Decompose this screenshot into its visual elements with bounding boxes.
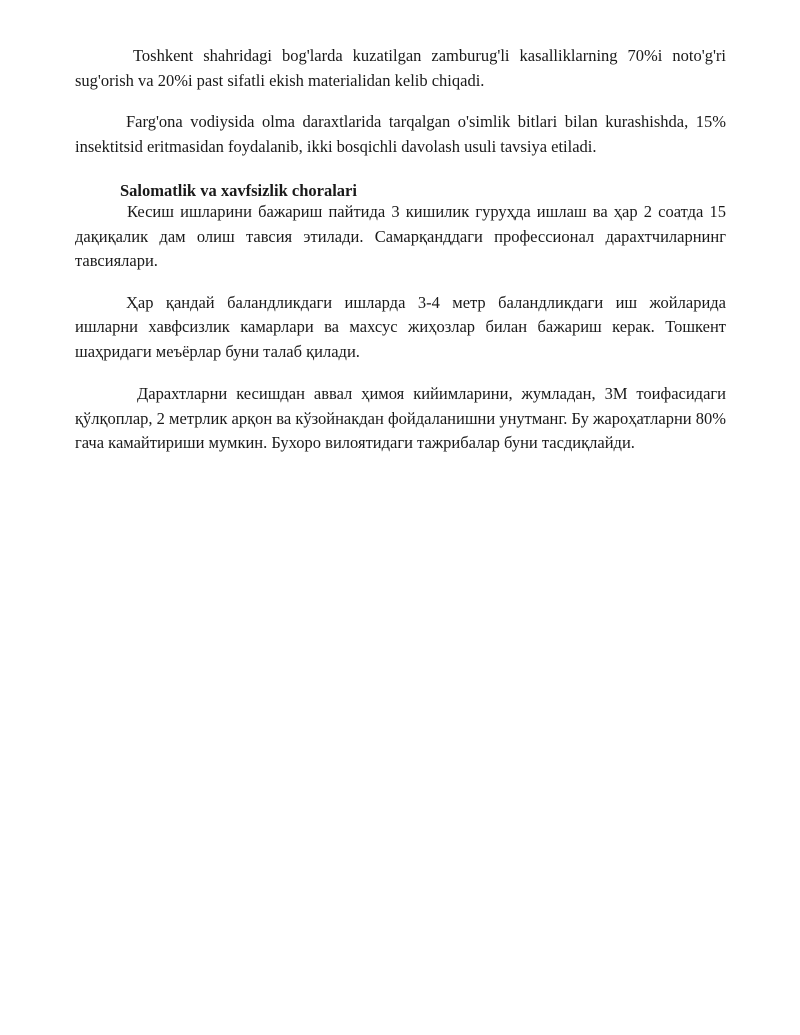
section-heading: Salomatlik va xavfsizlik choralari <box>120 181 357 200</box>
document-page <box>75 44 726 456</box>
paragraph-protective-gear: Дарахтларни кесишдан аввал ҳимоя кийимларини, жумладан, 3М тоифасидаги қўлқоплар, 2 метрлик арқон ва кўзойнакдан фойдаланишни унутманг. Бу жароҳатларни 80% гача камайтириши мумкин. Бухоро вилоятидаги тажрибалар буни тасдиқлайди. <box>75 384 726 452</box>
paragraph-height-safety: Ҳар қандай баландликдаги ишларда 3-4 метр баландликдаги иш жойларида ишларни хавфсизлик камарлари ва махсус жиҳозлар билан бажариш керак. Тошкент шаҳридаги меъёрлар буни талаб қилади. <box>75 292 726 361</box>
paragraph-work-groups: Кесиш ишларини бажариш пайтида 3 кишилик гуруҳда ишлаш ва ҳар 2 соатда 15 дақиқалик дам олиш тавсия этилади. Самарқанддаги профессионал дарахтчиларнинг тавсиялари. <box>75 202 726 270</box>
paragraph-fungal-diseases: Toshkent shahridagi bog'larda kuzatilgan zamburug'li kasalliklarning 70%i noto'g'ri sug'orish va 20%i past sifatli ekish materialidan kelib chiqadi. <box>75 46 726 90</box>
paragraph-aphid-control: Farg'ona vodiysida olma daraxtlarida tarqalgan o'simlik bitlari bilan kurashishda, 15% insektitsid eritmasidan foydalanib, ikki bosqichli davolash usuli tavsiya etiladi. <box>75 112 726 156</box>
